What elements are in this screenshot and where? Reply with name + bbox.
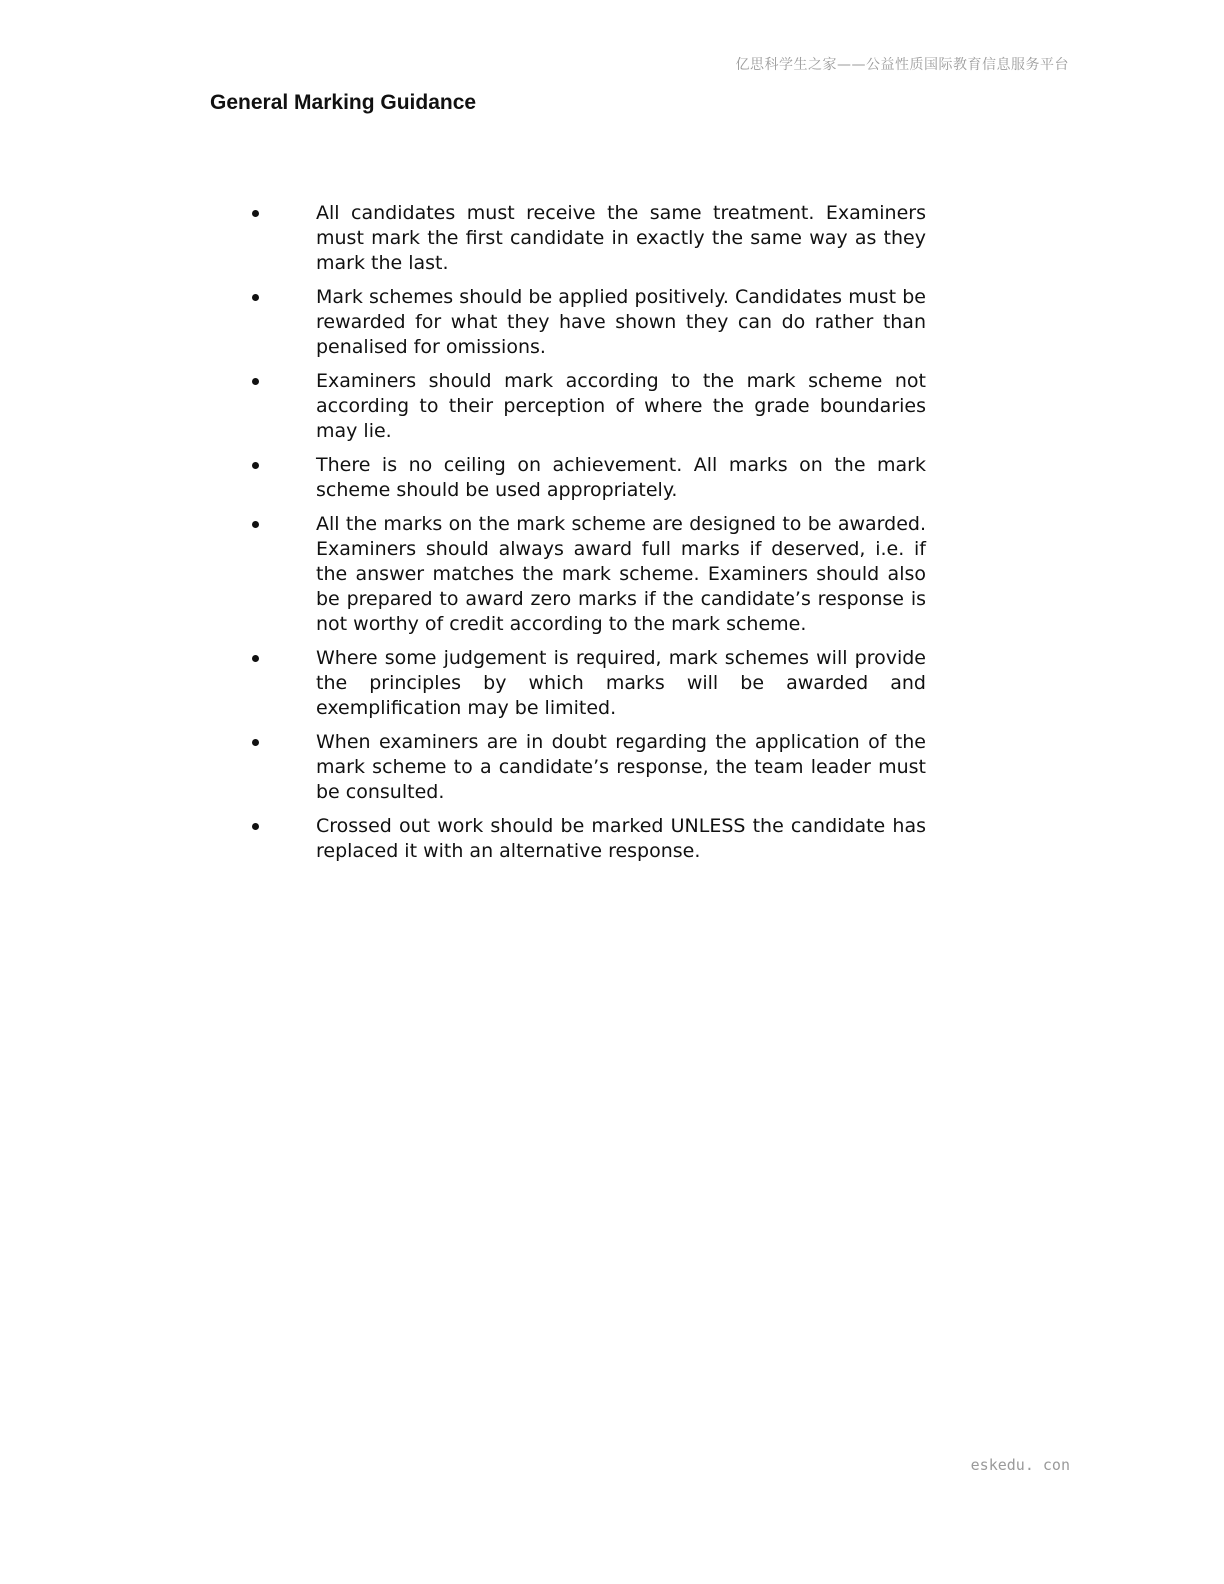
bullet-icon: [252, 521, 259, 528]
list-item-text: There is no ceiling on achievement. All marks on the mark scheme should be used appropriately.: [316, 454, 926, 501]
page-title: General Marking Guidance: [210, 91, 477, 114]
list-item: [250, 201, 926, 276]
list-item: [250, 730, 926, 805]
list-item-text: All the marks on the mark scheme are designed to be awarded. Examiners should always award full marks if deserved, i.e. if the answer matches the mark scheme. Examiners should also be prepared to award zero marks if the candidate’s response is not worthy of credit according to the mark scheme.: [316, 513, 926, 635]
bullet-icon: [252, 378, 259, 385]
bullet-icon: [252, 210, 259, 217]
list-item-text: Examiners should mark according to the mark scheme not according to their perception of where the grade boundaries may lie.: [316, 370, 926, 442]
list-item: [250, 369, 926, 444]
list-item: [250, 646, 926, 721]
list-item: [250, 285, 926, 360]
header-watermark: 亿思科学生之家——公益性质国际教育信息服务平台: [735, 57, 1069, 73]
bullet-icon: [252, 823, 259, 830]
bullet-icon: [252, 462, 259, 469]
footer-watermark: eskedu. con: [970, 1456, 1070, 1474]
bullet-icon: [252, 655, 259, 662]
list-item-text: Where some judgement is required, mark schemes will provide the principles by which marks will be awarded and exemplification may be limited.: [316, 647, 926, 719]
list-item: [250, 453, 926, 503]
list-item-text: Crossed out work should be marked UNLESS the candidate has replaced it with an alternative response.: [316, 815, 926, 862]
list-item-text: Mark schemes should be applied positively. Candidates must be rewarded for what they have shown they can do rather than penalised for omissions.: [316, 286, 926, 358]
list-item: [250, 512, 926, 637]
list-item-text: When examiners are in doubt regarding the application of the mark scheme to a candidate’s response, the team leader must be consulted.: [316, 731, 926, 803]
list-item: [250, 814, 926, 864]
bullet-icon: [252, 294, 259, 301]
guidance-list: [250, 201, 926, 873]
bullet-icon: [252, 739, 259, 746]
list-item-text: All candidates must receive the same treatment. Examiners must mark the first candidate in exactly the same way as they mark the last.: [316, 202, 926, 274]
